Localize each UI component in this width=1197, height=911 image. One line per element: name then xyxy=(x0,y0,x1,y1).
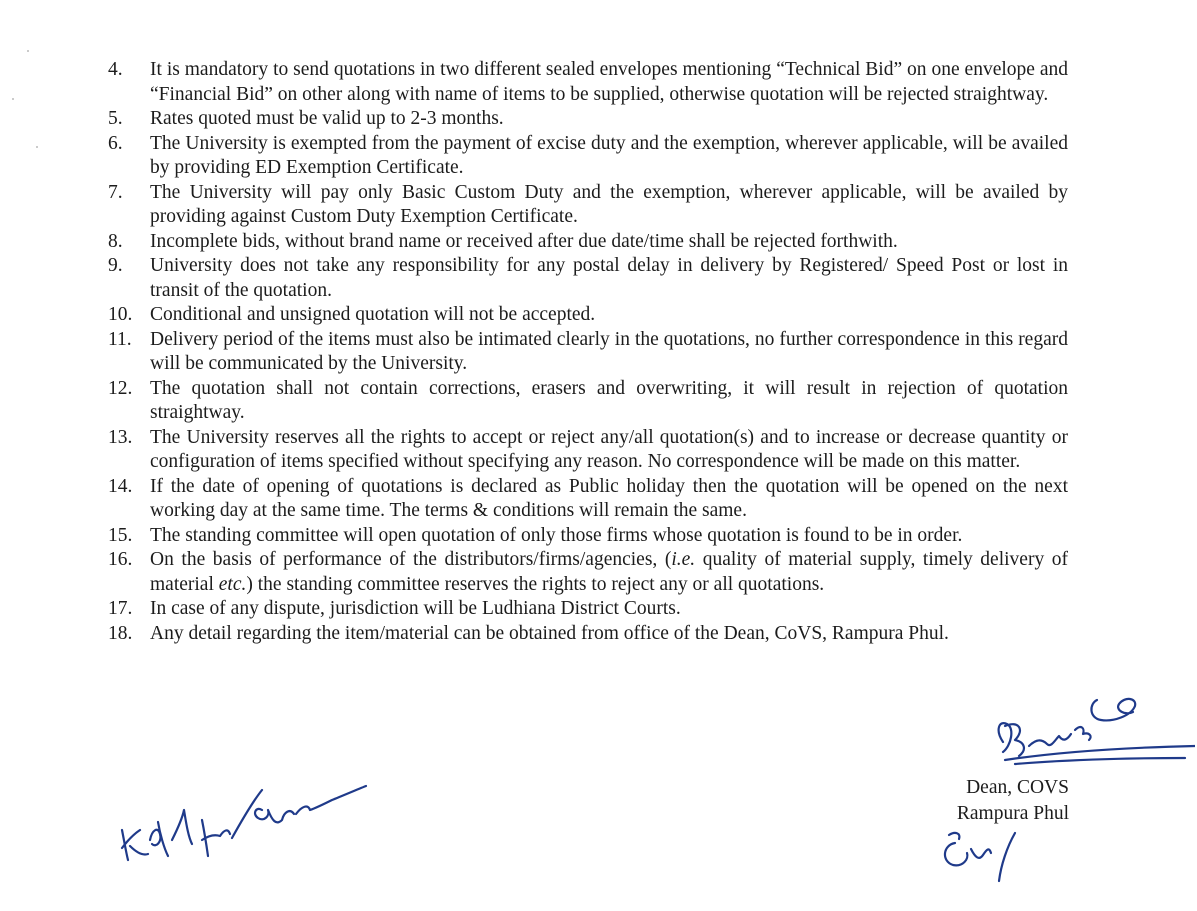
clause-text: Any detail regarding the item/material can be obtained from office of the Dean, CoVS, Rampura Phul. xyxy=(150,622,949,644)
clause-text: Delivery period of the items must also be intimated clearly in the quotations, no further correspondence in this regard will be communicated by the University. xyxy=(150,328,1068,374)
clause-number: 10. xyxy=(108,304,133,325)
clause-number: 5. xyxy=(108,108,123,129)
clause-item xyxy=(108,303,1068,328)
clause-item xyxy=(108,230,1068,255)
clause-item xyxy=(108,58,1068,107)
clause-text: The University will pay only Basic Custom Duty and the exemption, wherever applicable, will be availed by providing against Custom Duty Exemption Certificate. xyxy=(150,181,1068,227)
clause-item xyxy=(108,597,1068,622)
clause-item xyxy=(108,622,1068,647)
clause-text: The University is exempted from the payment of excise duty and the exemption, wherever applicable, will be availed by providing ED Exemption Certificate. xyxy=(150,132,1068,178)
scan-speck xyxy=(12,98,14,100)
clause-number: 16. xyxy=(108,549,133,570)
clause-text: Incomplete bids, without brand name or received after due date/time shall be rejected forthwith. xyxy=(150,230,898,252)
clause-number: 4. xyxy=(108,59,123,80)
clause-item xyxy=(108,132,1068,181)
terms-list xyxy=(108,58,1068,646)
clause-text: It is mandatory to send quotations in two different sealed envelopes mentioning “Technical Bid” on one envelope and “Financial Bid” on other along with name of items to be supplied, otherwise quotation will be rejected straightway. xyxy=(150,59,1068,105)
clause-number: 14. xyxy=(108,475,133,497)
signatory-title: Dean, COVS xyxy=(966,777,1069,798)
clause-number: 9. xyxy=(108,255,123,276)
signatory-location: Rampura Phul xyxy=(956,803,1069,824)
clause-number: 17. xyxy=(108,598,133,619)
clause-number: 6. xyxy=(108,132,123,154)
clause-item xyxy=(108,328,1068,377)
clause-number: 12. xyxy=(108,377,133,399)
clause-number: 8. xyxy=(108,230,123,252)
scan-speck xyxy=(36,146,38,148)
clause-item xyxy=(108,548,1068,597)
clause-text: If the date of opening of quotations is declared as Public holiday then the quotation will be opened on the next working day at the same time. The terms & conditions will remain the same. xyxy=(150,475,1068,521)
clause-item xyxy=(108,377,1068,426)
clause-item xyxy=(108,181,1068,230)
clause-number: 7. xyxy=(108,181,123,203)
clause-item xyxy=(108,524,1068,549)
clause-number: 18. xyxy=(108,622,133,644)
clause-text: The standing committee will open quotation of only those firms whose quotation is found to be in order. xyxy=(150,524,963,546)
clause-number: 15. xyxy=(108,524,133,546)
clause-item xyxy=(108,107,1068,132)
clause-text: In case of any dispute, jurisdiction will be Ludhiana District Courts. xyxy=(150,598,681,619)
committee-signature xyxy=(112,760,372,870)
scan-speck xyxy=(27,50,29,52)
dean-signature xyxy=(985,690,1195,780)
clause-number: 13. xyxy=(108,426,133,448)
clause-text: Conditional and unsigned quotation will not be accepted. xyxy=(150,304,596,325)
clause-text: Rates quoted must be valid up to 2-3 months. xyxy=(150,108,504,129)
clause-item xyxy=(108,426,1068,475)
clause-text: The University reserves all the rights to accept or reject any/all quotation(s) and to increase or decrease quantity or configuration of items specified without specifying any reason. No correspondence will be made on this matter. xyxy=(150,426,1068,472)
signatory-block xyxy=(957,775,1069,827)
clause-text: University does not take any responsibility for any postal delay in delivery by Registered/ Speed Post or lost in transit of the quotation. xyxy=(150,255,1068,301)
initials-signature xyxy=(935,825,1025,885)
clause-item xyxy=(108,475,1068,524)
clause-text: On the basis of performance of the distributors/firms/agencies, (i.e. quality of material supply, timely delivery of material etc.) the standing committee reserves the rights to reject any or all quotations. xyxy=(150,549,1069,595)
clause-item xyxy=(108,254,1068,303)
clause-text: The quotation shall not contain corrections, erasers and overwriting, it will result in rejection of quotation straightway. xyxy=(150,377,1068,423)
clause-number: 11. xyxy=(108,328,132,350)
